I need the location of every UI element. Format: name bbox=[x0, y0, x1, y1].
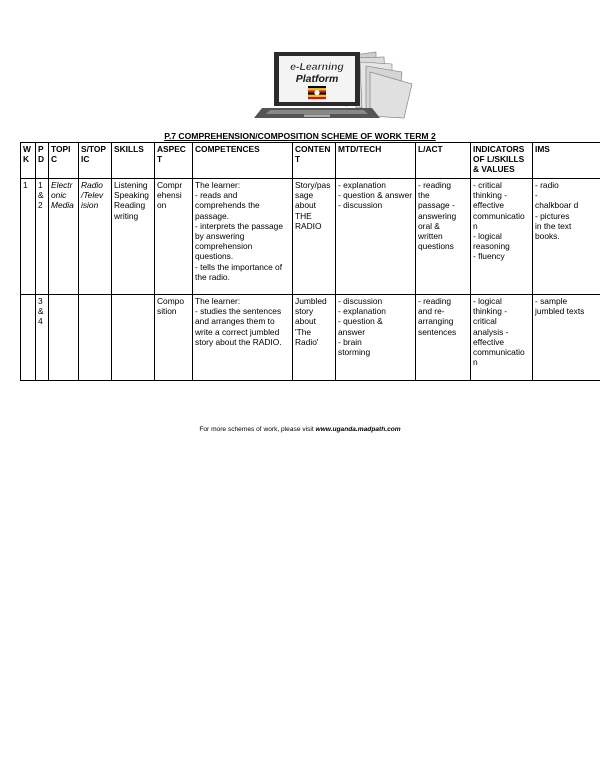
scheme-title: P.7 COMPREHENSION/COMPOSITION SCHEME OF WORK TERM 2 bbox=[164, 131, 436, 141]
header-aspect: ASPEC T bbox=[155, 143, 193, 179]
cell-line: Listening bbox=[114, 180, 148, 190]
svg-text:e-Learning: e-Learning bbox=[290, 61, 344, 73]
cell-line: & bbox=[38, 306, 44, 317]
cell-ims bbox=[533, 295, 600, 381]
header-skills: SKILLS bbox=[112, 143, 155, 179]
header-subtopic: S/TOP IC bbox=[79, 143, 112, 179]
cell-line: written bbox=[418, 231, 443, 242]
cell-method bbox=[336, 295, 416, 381]
cell-line: the bbox=[418, 190, 430, 201]
cell-paragraph: - studies the sentences and arranges them to write a correct jumbled story about the RADIO. bbox=[195, 306, 282, 347]
cell-line: - bbox=[535, 190, 538, 201]
cell-line: - logical bbox=[473, 231, 502, 242]
cell-aspect bbox=[155, 295, 193, 381]
cell-line: sage bbox=[295, 190, 314, 201]
cell-lact bbox=[416, 295, 471, 381]
cell-line: - reading bbox=[418, 296, 452, 306]
cell-line: - sample bbox=[535, 296, 568, 306]
header-topic: TOPI C bbox=[49, 143, 79, 179]
cell-line: reasoning bbox=[473, 241, 510, 252]
cell-line: about bbox=[295, 316, 316, 327]
cell-paragraph: - discussion bbox=[338, 200, 383, 211]
cell-indicators bbox=[471, 295, 533, 381]
cell-skills bbox=[112, 295, 155, 381]
cell-indicators bbox=[471, 179, 533, 295]
cell-line: 1 bbox=[38, 180, 43, 190]
svg-text:Platform: Platform bbox=[295, 73, 339, 85]
cell-line: answer bbox=[338, 326, 365, 337]
cell-line: Radio' bbox=[295, 336, 319, 347]
cell-wk bbox=[21, 295, 36, 381]
footer-link[interactable]: www.uganda.madpath.com bbox=[315, 426, 401, 433]
scheme-of-work-table bbox=[20, 142, 600, 381]
cell-wk: 1 bbox=[21, 179, 36, 295]
cell-lact bbox=[416, 179, 471, 295]
cell-line: Compr bbox=[157, 180, 183, 190]
cell-aspect bbox=[155, 179, 193, 295]
cell-line: Speaking bbox=[114, 190, 149, 201]
cell-line: Reading bbox=[114, 200, 146, 211]
header-wk: W K bbox=[21, 143, 36, 179]
cell-line: jumbled texts bbox=[535, 306, 585, 317]
cell-line: - radio bbox=[535, 180, 559, 190]
cell-skills bbox=[112, 179, 155, 295]
cell-line: RADIO bbox=[295, 220, 322, 231]
cell-line: 2 bbox=[38, 200, 43, 211]
cell-line: communicatio bbox=[473, 347, 525, 358]
cell-line: critical bbox=[473, 316, 497, 327]
header-competences: COMPETENCES bbox=[193, 143, 293, 179]
cell-line: in the text bbox=[535, 220, 572, 231]
cell-line: THE bbox=[295, 210, 312, 221]
cell-line: n bbox=[473, 220, 478, 231]
cell-competences bbox=[193, 295, 293, 381]
cell-line: story bbox=[295, 306, 314, 317]
table-row bbox=[21, 295, 600, 381]
cell-line: about bbox=[295, 200, 316, 211]
header-content: CONTEN T bbox=[293, 143, 336, 179]
cell-line: effective bbox=[473, 200, 505, 211]
cell-competences bbox=[193, 179, 293, 295]
cell-line: books. bbox=[535, 231, 560, 242]
cell-line: - explanation bbox=[338, 306, 386, 317]
cell-line: arranging bbox=[418, 316, 454, 327]
header-indicators: INDICATORS OF L/SKILLS & VALUES bbox=[471, 143, 533, 179]
cell-line: - fluency bbox=[473, 251, 505, 262]
cell-line: chalkboar d bbox=[535, 200, 579, 211]
cell-line: - reading bbox=[418, 180, 452, 190]
cell-paragraph: - question & answer bbox=[338, 190, 413, 201]
cell-line: n bbox=[473, 357, 478, 368]
cell-line: - discussion bbox=[338, 296, 383, 306]
cell-line: - logical bbox=[473, 296, 502, 306]
cell-topic bbox=[49, 295, 79, 381]
laptop-books-icon bbox=[226, 48, 422, 122]
cell-pd bbox=[36, 179, 49, 295]
cell-paragraph: The learner: bbox=[195, 296, 241, 306]
cell-line: questions bbox=[418, 241, 454, 252]
cell-content bbox=[293, 295, 336, 381]
cell-line: writing bbox=[114, 210, 139, 221]
cell-line: storming bbox=[338, 347, 371, 358]
cell-line: oral & bbox=[418, 220, 440, 231]
table-row bbox=[21, 179, 600, 295]
footer-note bbox=[0, 426, 600, 433]
cell-line: Story/pas bbox=[295, 180, 331, 190]
header-row bbox=[21, 143, 600, 179]
cell-pd bbox=[36, 295, 49, 381]
cell-line: 4 bbox=[38, 316, 43, 327]
cell-line: ehensi bbox=[157, 190, 182, 201]
cell-line: sition bbox=[157, 306, 177, 317]
header-lact: L/ACT bbox=[416, 143, 471, 179]
cell-line: 'The bbox=[295, 326, 312, 337]
cell-paragraph: - explanation bbox=[338, 180, 386, 190]
cell-line: & bbox=[38, 190, 44, 201]
header-pd: P D bbox=[36, 143, 49, 179]
cell-subtopic: Radio /Telev ision bbox=[79, 179, 112, 295]
cell-line: and re- bbox=[418, 306, 445, 317]
cell-content bbox=[293, 179, 336, 295]
cell-line: sentences bbox=[418, 326, 457, 337]
cell-paragraph: - interprets the passage by answering comprehension questions. bbox=[195, 220, 283, 262]
cell-paragraph: The learner: bbox=[195, 180, 241, 190]
cell-topic: Electr onic Media bbox=[49, 179, 79, 295]
cell-paragraph: - tells the importance of the radio. bbox=[195, 261, 283, 282]
cell-subtopic bbox=[79, 295, 112, 381]
cell-line: analysis - bbox=[473, 326, 509, 337]
cell-line: thinking - bbox=[473, 190, 507, 201]
cell-line: Jumbled bbox=[295, 296, 327, 306]
cell-line: effective bbox=[473, 336, 505, 347]
cell-line: - critical bbox=[473, 180, 502, 190]
e-learning-platform-logo bbox=[226, 48, 422, 122]
cell-line: on bbox=[157, 200, 167, 211]
cell-line: passage - bbox=[418, 200, 455, 211]
cell-line: - question & bbox=[338, 316, 383, 327]
cell-line: thinking - bbox=[473, 306, 507, 317]
cell-line: communicatio bbox=[473, 210, 525, 221]
cell-line: - brain bbox=[338, 336, 362, 347]
header-ims: IMS bbox=[533, 143, 600, 179]
footer-text: For more schemes of work, please visit bbox=[199, 426, 316, 433]
cell-ims bbox=[533, 179, 600, 295]
cell-method bbox=[336, 179, 416, 295]
cell-line: 3 bbox=[38, 296, 43, 306]
header-method: MTD/TECH bbox=[336, 143, 416, 179]
cell-line: answering bbox=[418, 210, 457, 221]
cell-line: - pictures bbox=[535, 210, 570, 221]
cell-line: Compo bbox=[157, 296, 184, 306]
cell-paragraph: - reads and comprehends the passage. bbox=[195, 190, 260, 221]
